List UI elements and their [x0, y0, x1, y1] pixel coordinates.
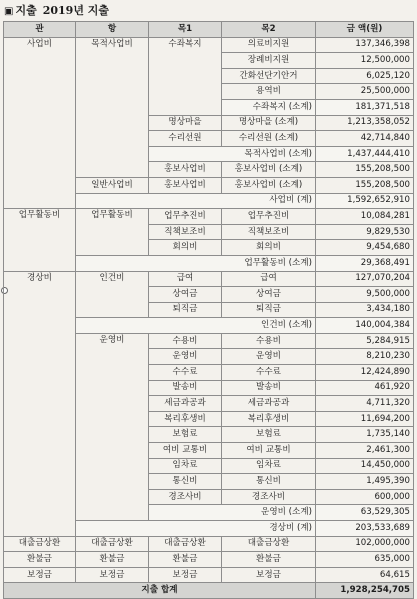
subgroup-cell: 보정금: [76, 567, 149, 583]
table-row: [4, 37, 414, 53]
amount-cell: 2,461,300: [316, 443, 414, 459]
subtotal-label: 운영비 (소계): [149, 505, 316, 521]
table-row: [4, 567, 414, 583]
amount-cell: 10,084,281: [316, 209, 414, 225]
mid-cell: 세금과공과: [149, 396, 222, 412]
mid-cell: 홍보사업비: [149, 177, 222, 193]
item-cell: 명상마을 (소계): [222, 115, 316, 131]
square-bullet-icon: ▣: [4, 6, 14, 17]
item-cell: 의료비지원: [222, 37, 316, 53]
subtotal-label: 업무활동비 (소계): [76, 255, 316, 271]
mid-cell: 상여금: [149, 287, 222, 303]
subgroup-cell: 일반사업비: [76, 177, 149, 193]
grand-total-label: 지출 합계: [4, 583, 316, 599]
subgroup-cell: 업무활동비: [76, 209, 149, 256]
amount-cell: 42,714,840: [316, 131, 414, 147]
group-cell: 보정금: [4, 567, 76, 583]
item-cell: 세금과공과: [222, 396, 316, 412]
group-cell: 대출금상환: [4, 536, 76, 552]
item-cell: 통신비: [222, 474, 316, 490]
mid-cell: 통신비: [149, 474, 222, 490]
mid-cell: 발송비: [149, 380, 222, 396]
subtotal-label: 목적사업비 (소계): [149, 146, 316, 162]
item-cell: 수리선원 (소계): [222, 131, 316, 147]
item-cell: 급여: [222, 271, 316, 287]
subtotal-label: 사업비 (계): [76, 193, 316, 209]
table-row: [4, 271, 414, 287]
item-cell: 여비 교통비: [222, 443, 316, 459]
mid-cell: 여비 교통비: [149, 443, 222, 459]
amount-cell: 14,450,000: [316, 458, 414, 474]
item-cell: 용역비: [222, 84, 316, 100]
subtotal-label: 수좌복지 (소계): [222, 99, 316, 115]
item-cell: 간화선단기안거: [222, 68, 316, 84]
mid-cell: 직책보조비: [149, 224, 222, 240]
amount-cell: 11,694,200: [316, 411, 414, 427]
item-cell: 발송비: [222, 380, 316, 396]
item-cell: 대출금상환: [222, 536, 316, 552]
amount-cell: 203,533,689: [316, 521, 414, 537]
amount-cell: 102,000,000: [316, 536, 414, 552]
item-cell: 직책보조비: [222, 224, 316, 240]
header-row: [4, 22, 414, 38]
mid-cell: 급여: [149, 271, 222, 287]
mid-cell: 대출금상환: [149, 536, 222, 552]
amount-cell: 25,500,000: [316, 84, 414, 100]
amount-cell: 8,210,230: [316, 349, 414, 365]
amount-cell: 12,424,890: [316, 365, 414, 381]
group-cell: 환불금: [4, 552, 76, 568]
amount-cell: 600,000: [316, 489, 414, 505]
group-cell: 경상비: [4, 271, 76, 536]
mid-cell: 홍보사업비: [149, 162, 222, 178]
amount-cell: 1,495,390: [316, 474, 414, 490]
section-title: [4, 3, 109, 19]
amount-cell: 155,208,500: [316, 162, 414, 178]
item-cell: 수용비: [222, 333, 316, 349]
mid-cell: 경조사비: [149, 489, 222, 505]
amount-cell: 127,070,204: [316, 271, 414, 287]
amount-cell: 1,213,358,052: [316, 115, 414, 131]
amount-cell: 155,208,500: [316, 177, 414, 193]
amount-cell: 5,284,915: [316, 333, 414, 349]
amount-cell: 1,437,444,410: [316, 146, 414, 162]
item-cell: 회의비: [222, 240, 316, 256]
header-cell: 관: [4, 22, 76, 38]
item-cell: 업무추진비: [222, 209, 316, 225]
subgroup-cell: 환불금: [76, 552, 149, 568]
subgroup-cell: 대출금상환: [76, 536, 149, 552]
mid-cell: 보험료: [149, 427, 222, 443]
item-cell: 환불금: [222, 552, 316, 568]
subtotal-label: 경상비 (계): [76, 521, 316, 537]
item-cell: 운영비: [222, 349, 316, 365]
item-cell: 임차료: [222, 458, 316, 474]
amount-cell: 9,500,000: [316, 287, 414, 303]
mid-cell: 퇴직금: [149, 302, 222, 318]
amount-cell: 137,346,398: [316, 37, 414, 53]
item-cell: 보험료: [222, 427, 316, 443]
amount-cell: 1,592,652,910: [316, 193, 414, 209]
mid-cell: 보정금: [149, 567, 222, 583]
mid-cell: 운영비: [149, 349, 222, 365]
amount-cell: 3,434,180: [316, 302, 414, 318]
item-cell: 상여금: [222, 287, 316, 303]
mid-cell: 명상마을: [149, 115, 222, 131]
amount-cell: 29,368,491: [316, 255, 414, 271]
item-cell: 홍보사업비 (소계): [222, 162, 316, 178]
header-cell: 항: [76, 22, 149, 38]
header-cell: 금 액(원): [316, 22, 414, 38]
section-year: 2019년 지출: [42, 4, 110, 17]
item-cell: 퇴직금: [222, 302, 316, 318]
group-cell: 업무활동비: [4, 209, 76, 271]
item-cell: 복리후생비: [222, 411, 316, 427]
mid-cell: 수리선원: [149, 131, 222, 147]
amount-cell: 181,371,518: [316, 99, 414, 115]
subgroup-cell: 운영비: [76, 333, 149, 520]
table-row: [4, 552, 414, 568]
item-cell: 경조사비: [222, 489, 316, 505]
mid-cell: 수수료: [149, 365, 222, 381]
mid-cell: 복리후생비: [149, 411, 222, 427]
expense-table: [3, 21, 414, 599]
mid-cell: 회의비: [149, 240, 222, 256]
header-cell: 목1: [149, 22, 222, 38]
mid-cell: 임차료: [149, 458, 222, 474]
amount-cell: 4,711,320: [316, 396, 414, 412]
amount-cell: 9,454,680: [316, 240, 414, 256]
table-row: [4, 209, 414, 225]
item-cell: 홍보사업비 (소계): [222, 177, 316, 193]
item-cell: 장례비지원: [222, 53, 316, 69]
subgroup-cell: 목적사업비: [76, 37, 149, 177]
header-cell: 목2: [222, 22, 316, 38]
amount-cell: 140,004,384: [316, 318, 414, 334]
amount-cell: 63,529,305: [316, 505, 414, 521]
mid-cell: 수좌복지: [149, 37, 222, 115]
item-cell: 보정금: [222, 567, 316, 583]
mid-cell: 환불금: [149, 552, 222, 568]
section-label: 지출: [15, 4, 37, 17]
grand-total-row: [4, 583, 414, 599]
amount-cell: 9,829,530: [316, 224, 414, 240]
amount-cell: 12,500,000: [316, 53, 414, 69]
amount-cell: 64,615: [316, 567, 414, 583]
mid-cell: 수용비: [149, 333, 222, 349]
amount-cell: 635,000: [316, 552, 414, 568]
mid-cell: 업무추진비: [149, 209, 222, 225]
item-cell: 수수료: [222, 365, 316, 381]
amount-cell: 461,920: [316, 380, 414, 396]
amount-cell: 1,735,140: [316, 427, 414, 443]
subgroup-cell: 인건비: [76, 271, 149, 318]
subtotal-label: 인건비 (소계): [76, 318, 316, 334]
table-row: [4, 536, 414, 552]
group-cell: 사업비: [4, 37, 76, 209]
amount-cell: 6,025,120: [316, 68, 414, 84]
grand-total-amount: 1,928,254,705: [316, 583, 414, 599]
